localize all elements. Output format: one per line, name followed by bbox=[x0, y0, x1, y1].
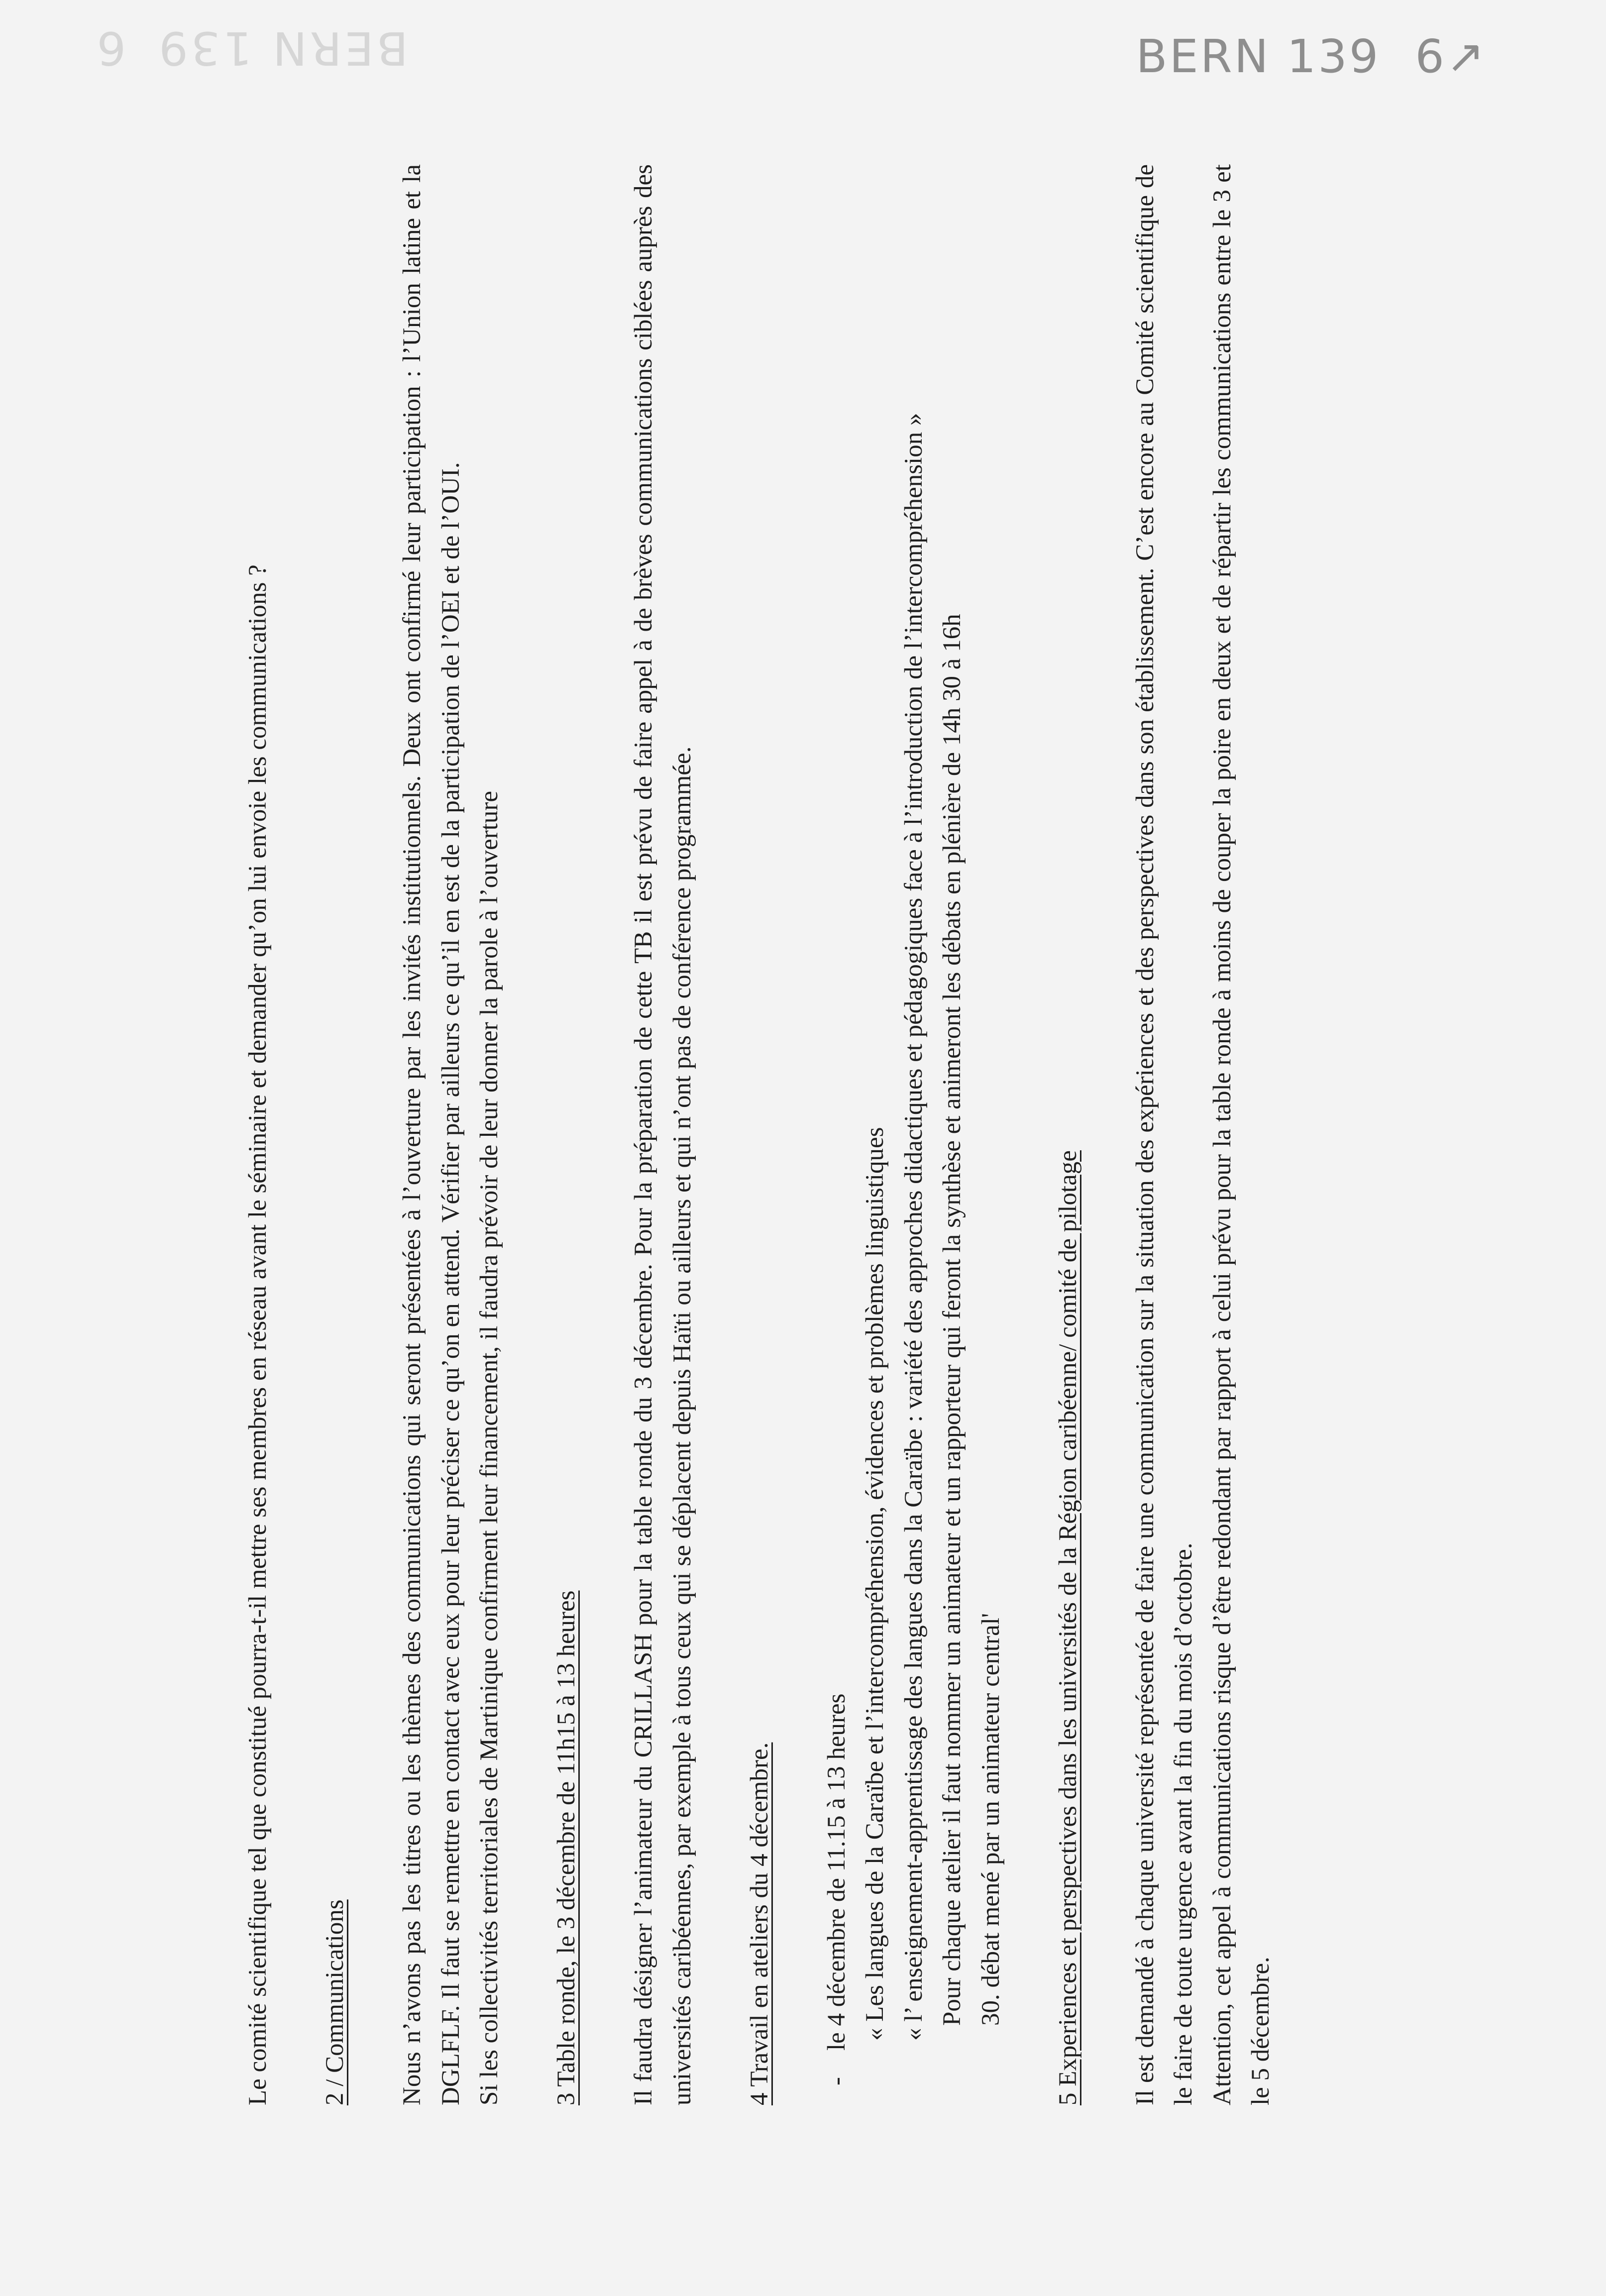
page-mark-text: 6↗ bbox=[1415, 30, 1487, 83]
section-5-heading: 5 Experiences et perspectives dans les universités de la Région caribéenne/ comité de pilotage bbox=[1054, 1150, 1082, 2105]
section-2-paragraph-2: Si les collectivités territoriales de Martinique confirment leur financement, il faudra prévoir de leur donner la parole à l’ouverture bbox=[475, 790, 503, 2105]
spacer bbox=[779, 164, 818, 2105]
spacer bbox=[509, 164, 548, 2105]
list-item bbox=[818, 164, 857, 2105]
archive-reference-annotation bbox=[1136, 30, 1487, 83]
list-item-text: 30. débat mené par un animateur central' bbox=[976, 1613, 1005, 2026]
spacer bbox=[1010, 164, 1049, 2105]
list-item bbox=[972, 164, 1011, 2105]
spacer bbox=[586, 164, 625, 2105]
rotated-text-block bbox=[239, 164, 1281, 2105]
spacer bbox=[702, 164, 741, 2105]
faint-ref-text: BERN 139 bbox=[156, 21, 408, 75]
section-4-heading: 4 Travail en ateliers du 4 décembre. bbox=[745, 1742, 773, 2105]
list-item-text: le 4 décembre de 11.15 à 13 heures bbox=[822, 1693, 851, 2051]
list-item bbox=[933, 164, 972, 2105]
list-item bbox=[895, 164, 934, 2105]
section-5-paragraph: Il est demandé à chaque université représentée de faire une communication sur la situation des expériences et des perspectives dans son établissement. C’est encore au Comité scientifique de le faire de toute urgence avant la fin du mois d’octobre. bbox=[1131, 164, 1197, 2105]
spacer bbox=[1087, 164, 1126, 2105]
section-3-paragraph: Il faudra désigner l’animateur du CRILLASH pour la table ronde du 3 décembre. Pour la préparation de cette TB il est prévu de faire appel à de brèves communications ciblées auprès des universités caribéennes, par exemple à tous ceux qui se déplacent depuis Haïti ou ailleurs et qui n’ont pas de conférence programmée. bbox=[630, 164, 696, 2105]
workshop-list bbox=[818, 164, 1011, 2105]
list-item-text: Pour chaque atelier il faut nommer un animateur et un rapporteur qui feront la synthèse et animeront les débats en plénière de 14h 30 à 16h bbox=[938, 614, 966, 2026]
list-item-text: « l’ enseignement-apprentissage des langues dans la Caraïbe : variété des approches didactiques et pédagogiques face à l’introduction de l’intercompréhension » bbox=[899, 413, 928, 2041]
spacer bbox=[278, 164, 317, 2105]
list-item-text: « Les langues de la Caraïbe et l’intercompréhension, évidences et problèmes linguistiques bbox=[861, 1127, 889, 2041]
section-5-paragraph-2: Attention, cet appel à communications risque d’être redondant par rapport à celui prévu pour la table ronde à moins de couper la poire en deux et de répartir les communications entre le 3 et le 5 décembre. bbox=[1208, 164, 1275, 2105]
section-3-heading: 3 Table ronde, le 3 décembre de 11h15 à 13 heures bbox=[552, 1590, 580, 2105]
spacer bbox=[355, 164, 394, 2105]
faint-mark-text: 6 bbox=[94, 21, 126, 75]
faint-bleedthrough-annotation bbox=[30, 10, 408, 75]
intro-paragraph: Le comité scientifique tel que constitué pourra-t-il mettre ses membres en réseau avant le séminaire et demander qu’on lui envoie les communications ? bbox=[244, 564, 272, 2105]
section-2-paragraph: Nous n’avons pas les titres ou les thèmes des communications qui seront présentées à l’ouverture par les invités institutionnels. Deux ont confirmé leur participation : l’Union latine et la DGLFLF. Il faut se remettre en contact avec eux pour leur préciser ce qu’on en attend. Vérifier par ailleurs ce qu’il en est de la participation de l’OEI et de l’OUI. bbox=[398, 164, 465, 2105]
list-item bbox=[856, 164, 895, 2105]
dash-bullet: - bbox=[822, 2077, 851, 2085]
archive-ref-text: BERN 139 bbox=[1136, 30, 1381, 83]
section-2-heading: 2 / Communications bbox=[321, 1899, 349, 2105]
